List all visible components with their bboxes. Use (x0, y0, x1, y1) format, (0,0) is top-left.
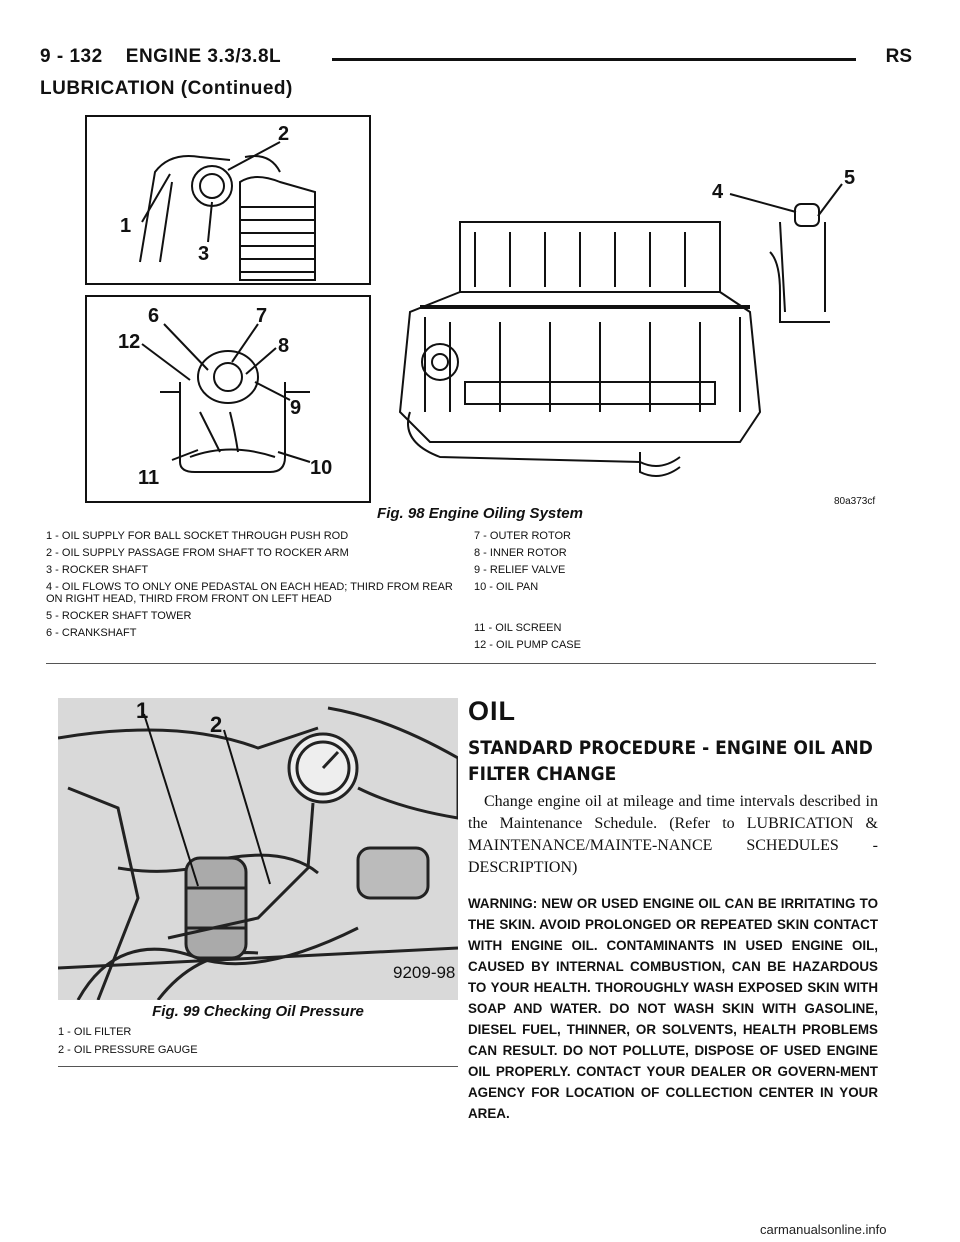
warning-text: WARNING: NEW OR USED ENGINE OIL CAN BE IRRITATING TO THE SKIN. AVOID PROLONGED OR REPEATED SKIN CONTACT WITH ENGINE OIL. CONTAMINANTS IN USED ENGINE OIL, CAUSED BY INTERNAL COMBUSTION, CAN BE HAZARDOUS TO YOUR HEALTH. THOROUGHLY WASH EXPOSED SKIN WITH SOAP AND WATER. DO NOT WASH SKIN WITH GASOLINE, DIESEL FUEL, THINNER, OR SOLVENTS, HEALTH PROBLEMS CAN RESULT. DO NOT POLLUTE, DISPOSE OF USED ENGINE OIL PROPERLY. CONTACT YOUR DEALER OR GOVERN-MENT AGENCY FOR LOCATION OF COLLECTION CENTER IN YOUR AREA. (468, 896, 878, 1121)
legend-item: 12 - OIL PUMP CASE (474, 639, 581, 651)
procedure-paragraph: Change engine oil at mileage and time intervals described in the Maintenance Schedule. (Refer to LUBRICATION & MAINTENANCE/MAINTE-NANCE SCHEDULES - DESCRIPTION) (468, 793, 878, 876)
callout-9: 9 (290, 397, 302, 419)
figure-99-caption: Fig. 99 Checking Oil Pressure (152, 1003, 364, 1020)
procedure-title: STANDARD PROCEDURE - ENGINE OIL AND FILTER CHANGE (468, 737, 873, 785)
legend-item: 1 - OIL FILTER (58, 1026, 132, 1038)
legend-item: 3 - ROCKER SHAFT (46, 564, 149, 576)
legend-item: 5 - ROCKER SHAFT TOWER (46, 610, 192, 622)
figure-98-caption: Fig. 98 Engine Oiling System (377, 505, 583, 522)
photo-code: 9209-98 (393, 963, 456, 982)
legend-item: 10 - OIL PAN (474, 581, 539, 593)
divider (46, 663, 876, 664)
legend-item: 9 - RELIEF VALVE (474, 564, 566, 576)
callout-1: 1 (120, 215, 132, 237)
header-model: RS (885, 46, 912, 67)
section-heading: LUBRICATION (Continued) (40, 78, 293, 99)
oil-section (468, 696, 878, 1124)
oil-pressure-photo (58, 698, 458, 1000)
header-rule (332, 58, 856, 61)
legend-item: 2 - OIL PRESSURE GAUGE (58, 1044, 198, 1056)
callout-8: 8 (278, 335, 290, 357)
callout-6: 6 (148, 305, 160, 327)
legend-item: 6 - CRANKSHAFT (46, 627, 137, 639)
divider (58, 1066, 458, 1067)
callout-2: 2 (278, 123, 290, 145)
engine-oiling-system-figure (80, 112, 880, 507)
callout-10: 10 (310, 457, 333, 479)
page-header (40, 46, 912, 74)
callout-1: 1 (136, 698, 149, 723)
callout-12: 12 (118, 331, 141, 353)
legend-left-column (46, 530, 466, 644)
watermark: carmanualsonline.info (760, 1222, 887, 1237)
header-title: 9 - 132 ENGINE 3.3/3.8L (40, 46, 282, 67)
callout-4: 4 (712, 181, 724, 203)
legend-item: 11 - OIL SCREEN (474, 622, 562, 634)
callout-11: 11 (138, 467, 160, 489)
legend-item: 1 - OIL SUPPLY FOR BALL SOCKET THROUGH PUSH ROD (46, 530, 349, 542)
figure-99-legend (58, 1026, 198, 1062)
legend-right-column (474, 530, 864, 656)
callout-3: 3 (198, 243, 210, 265)
section-title: OIL (468, 696, 516, 726)
legend-item: 7 - OUTER ROTOR (474, 530, 571, 542)
figure-code: 80a373cf (834, 496, 876, 507)
callout-5: 5 (844, 167, 856, 189)
legend-item: 4 - OIL FLOWS TO ONLY ONE PEDASTAL ON EACH HEAD; THIRD FROM REAR ON RIGHT HEAD, THIRD FROM FRONT ON LEFT HEAD (46, 581, 453, 605)
legend-item: 2 - OIL SUPPLY PASSAGE FROM SHAFT TO ROCKER ARM (46, 547, 349, 559)
callout-7: 7 (256, 305, 268, 327)
legend-item: 8 - INNER ROTOR (474, 547, 567, 559)
callout-2: 2 (210, 712, 223, 737)
